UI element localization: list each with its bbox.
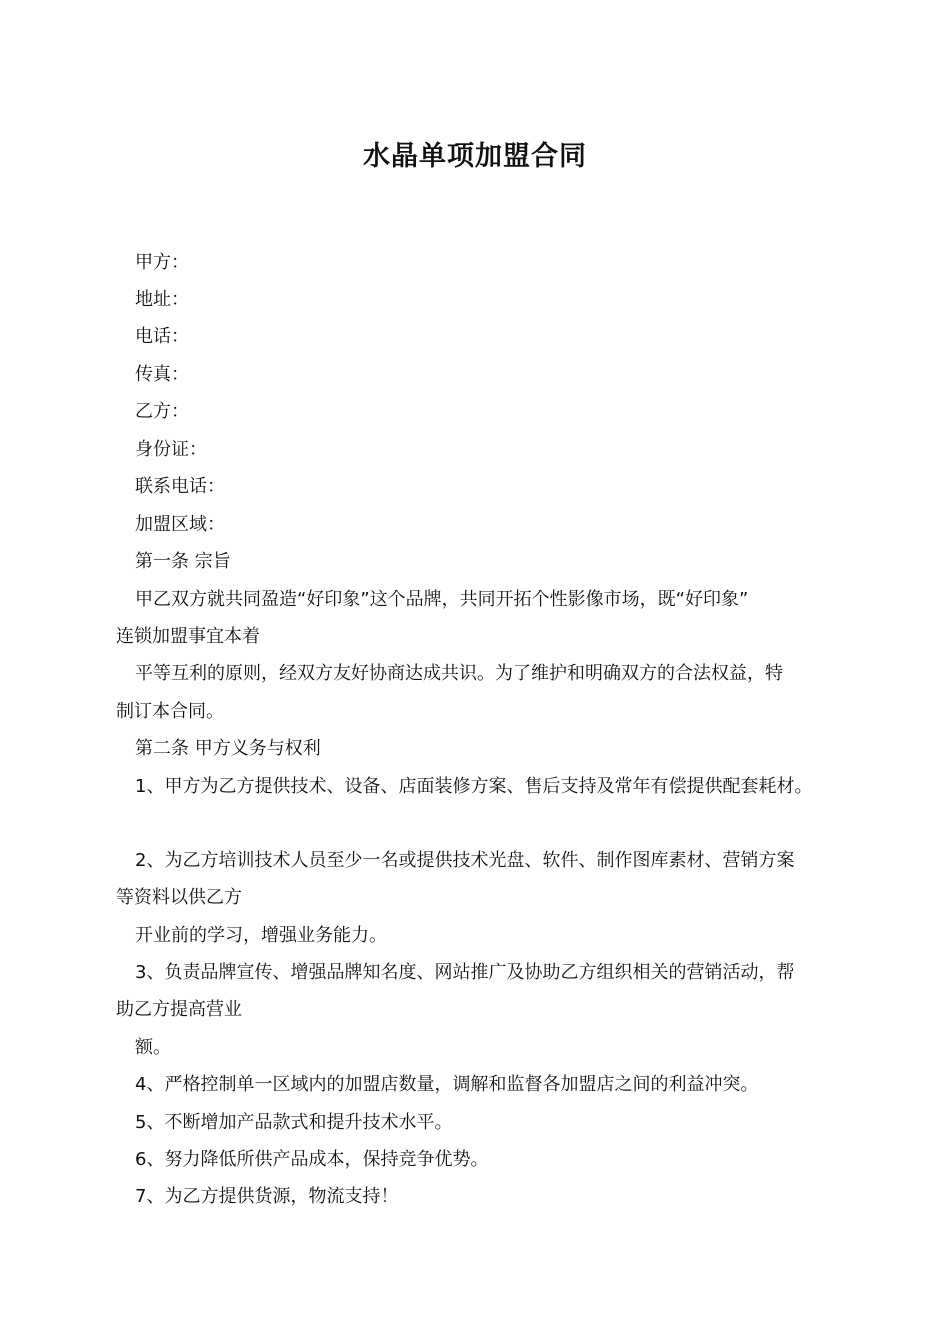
- document-title: 水晶单项加盟合同: [363, 141, 587, 172]
- paragraph-line: 开业前的学习，增强业务能力。: [135, 925, 387, 946]
- paragraph-line: 制订本合同。: [116, 701, 224, 722]
- id-card-field: 身份证：: [135, 439, 207, 460]
- paragraph-line: 等资料以供乙方: [116, 887, 242, 908]
- contact-phone-field: 联系电话：: [135, 476, 225, 497]
- clause-7: 7、为乙方提供货源，物流支持！: [135, 1186, 399, 1207]
- paragraph-line: 甲乙双方就共同盈造“好印象”这个品牌，共同开拓个性影像市场，既“好印象”: [135, 589, 749, 610]
- article-2-heading: 第二条 甲方义务与权利: [135, 738, 321, 759]
- paragraph-line: 平等互利的原则，经双方友好协商达成共识。为了维护和明确双方的合法权益，特: [135, 663, 783, 684]
- franchise-area-field: 加盟区域：: [135, 514, 225, 535]
- clause-5: 5、不断增加产品款式和提升技术水平。: [135, 1112, 453, 1133]
- party-a-field: 甲方：: [135, 252, 189, 273]
- clause-4: 4、严格控制单一区域内的加盟店数量，调解和监督各加盟店之间的利益冲突。: [135, 1074, 759, 1095]
- article-1-heading: 第一条 宗旨: [135, 551, 231, 572]
- paragraph-line: 额。: [135, 1037, 171, 1058]
- clause-6: 6、努力降低所供产品成本，保持竞争优势。: [135, 1149, 489, 1170]
- paragraph-line: 连锁加盟事宜本着: [116, 626, 260, 647]
- clause-2: 2、为乙方培训技术人员至少一名或提供技术光盘、软件、制作图库素材、营销方案: [135, 850, 795, 871]
- clause-3: 3、负责品牌宣传、增强品牌知名度、网站推广及协助乙方组织相关的营销活动，帮: [135, 962, 795, 983]
- phone-field: 电话：: [135, 326, 189, 347]
- paragraph-line: 助乙方提高营业: [116, 999, 242, 1020]
- address-field: 地址：: [135, 289, 189, 310]
- party-b-field: 乙方：: [135, 401, 189, 422]
- fax-field: 传真：: [135, 364, 189, 385]
- clause-1: 1、甲方为乙方提供技术、设备、店面装修方案、售后支持及常年有偿提供配套耗材。: [135, 776, 813, 797]
